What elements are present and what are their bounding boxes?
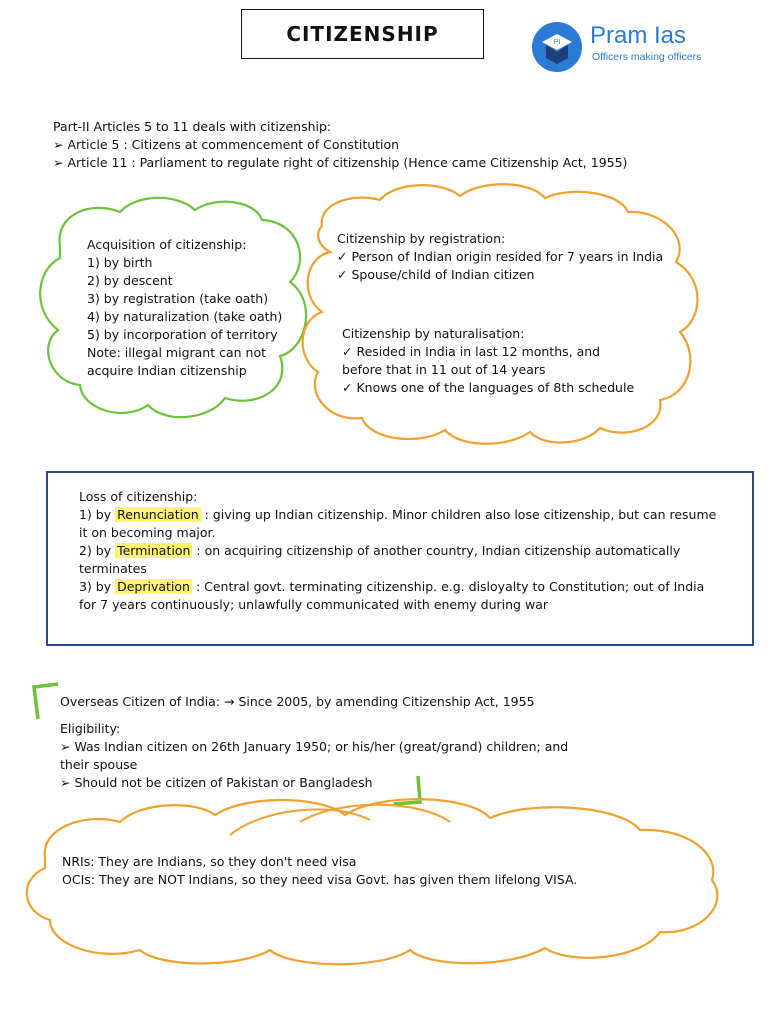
registration-heading: Citizenship by registration: xyxy=(337,231,506,246)
acquisition-item: 2) by descent xyxy=(87,273,173,288)
loss-block xyxy=(79,488,716,614)
loss-renunciation xyxy=(79,506,716,524)
eligibility-heading: Eligibility: xyxy=(60,721,121,736)
loss-prefix: 3) by xyxy=(79,579,116,594)
green-bracket-left xyxy=(34,684,58,719)
acquisition-note: acquire Indian citizenship xyxy=(87,363,247,378)
loss-deprivation xyxy=(79,578,716,596)
intro-line: Part-II Articles 5 to 11 deals with citizenship: xyxy=(53,119,332,134)
logo-name: Pram Ias xyxy=(590,22,687,49)
acquisition-item: 1) by birth xyxy=(87,255,153,270)
renunciation-term: Renunciation xyxy=(117,507,199,522)
acquisition-item: 5) by incorporation of territory xyxy=(87,327,278,342)
logo-icon xyxy=(530,20,584,74)
orange-cloud-outline xyxy=(303,184,698,444)
loss-text: : giving up Indian citizenship. Minor children also lose citizenship, but can resume xyxy=(200,507,717,522)
svg-text:PI: PI xyxy=(553,39,561,46)
loss-text: : on acquiring citizenship of another country, Indian citizenship automatically xyxy=(192,543,681,558)
oci-heading-line xyxy=(60,693,535,711)
registration-block xyxy=(337,230,663,284)
orange-arc-1 xyxy=(230,809,370,835)
intro-line: ➢ Article 5 : Citizens at commencement of Constitution xyxy=(53,137,400,152)
intro-line: ➢ Article 11 : Parliament to regulate right of citizenship (Hence came Citizenship Act, 1955) xyxy=(53,155,628,170)
naturalisation-item: ✓ Resided in India in last 12 months, and xyxy=(342,344,601,359)
logo-tagline: Officers making officers xyxy=(592,51,702,63)
page-title: CITIZENSHIP xyxy=(286,22,439,46)
eligibility-item: ➢ Should not be citizen of Pakistan or Bangladesh xyxy=(60,775,373,790)
loss-continuation: terminates xyxy=(79,561,147,576)
oci-visa-line: OCIs: They are NOT Indians, so they need visa Govt. has given them lifelong VISA. xyxy=(62,872,578,887)
orange-arc-2 xyxy=(300,805,450,822)
naturalisation-item: before that in 11 out of 14 years xyxy=(342,362,546,377)
termination-term: Termination xyxy=(117,543,191,558)
eligibility-item: their spouse xyxy=(60,757,138,772)
naturalisation-item: ✓ Knows one of the languages of 8th schedule xyxy=(342,380,635,395)
acquisition-item: 3) by registration (take oath) xyxy=(87,291,269,306)
oci-eligibility-block xyxy=(60,720,568,792)
oci-heading: Overseas Citizen of India: xyxy=(60,694,221,709)
acquisition-item: 4) by naturalization (take oath) xyxy=(87,309,283,324)
acquisition-note: Note: illegal migrant can not xyxy=(87,345,267,360)
loss-continuation: it on becoming major. xyxy=(79,525,216,540)
loss-text: : Central govt. terminating citizenship. e.g. disloyalty to Constitution; out of India xyxy=(191,579,705,594)
nri-visa-line: NRIs: They are Indians, so they don't need visa xyxy=(62,854,357,869)
acquisition-block xyxy=(87,236,282,380)
eligibility-item: ➢ Was Indian citizen on 26th January 1950; or his/her (great/grand) children; and xyxy=(60,739,569,754)
oci-arrow-text: → Since 2005, by amending Citizenship Act, 1955 xyxy=(224,694,535,709)
registration-item: ✓ Person of Indian origin resided for 7 years in India xyxy=(337,249,664,264)
naturalisation-heading: Citizenship by naturalisation: xyxy=(342,326,525,341)
loss-termination xyxy=(79,542,716,560)
deprivation-term: Deprivation xyxy=(117,579,190,594)
registration-item: ✓ Spouse/child of Indian citizen xyxy=(337,267,535,282)
loss-prefix: 1) by xyxy=(79,507,116,522)
loss-continuation: for 7 years continuously; unlawfully communicated with enemy during war xyxy=(79,597,548,612)
loss-prefix: 2) by xyxy=(79,543,116,558)
intro-block xyxy=(53,118,627,172)
visa-block xyxy=(62,853,577,889)
naturalisation-block xyxy=(342,325,634,397)
loss-heading: Loss of citizenship: xyxy=(79,489,198,504)
acquisition-heading: Acquisition of citizenship: xyxy=(87,237,247,252)
